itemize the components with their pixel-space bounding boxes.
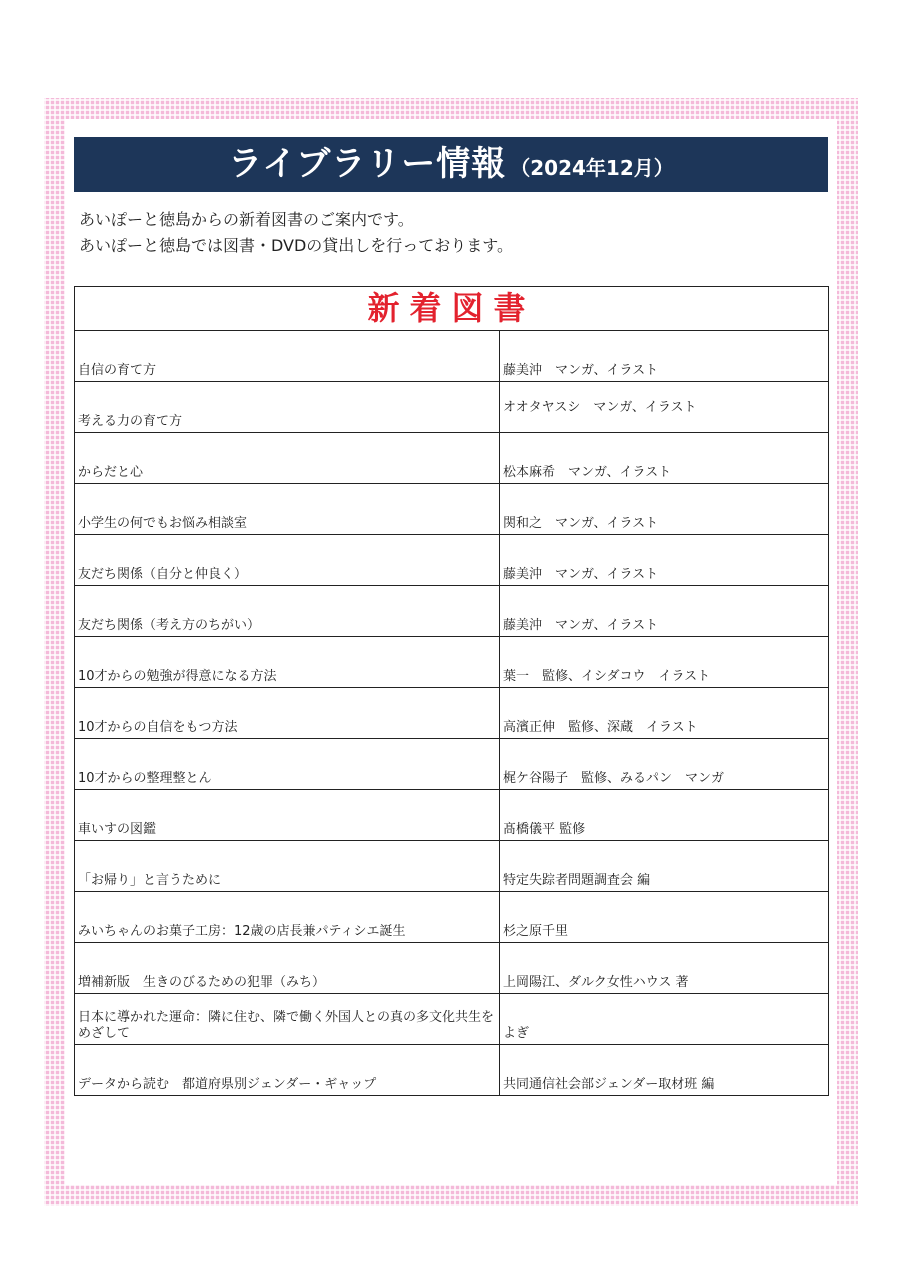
page-border bbox=[44, 98, 858, 1206]
table-row bbox=[75, 331, 829, 382]
book-title: みいちゃんのお菓子工房：12歳の店長兼パティシエ誕生 bbox=[75, 892, 500, 943]
book-author: 関和之 マンガ、イラスト bbox=[500, 484, 829, 535]
table-row bbox=[75, 943, 829, 994]
book-title: データから読む 都道府県別ジェンダー・ギャップ bbox=[75, 1045, 500, 1096]
table-row bbox=[75, 484, 829, 535]
table-row bbox=[75, 790, 829, 841]
table-row bbox=[75, 433, 829, 484]
book-title: からだと心 bbox=[75, 433, 500, 484]
book-title: 友だち関係（考え方のちがい） bbox=[75, 586, 500, 637]
book-title: 「お帰り」と言うために bbox=[75, 841, 500, 892]
table-row bbox=[75, 382, 829, 433]
book-title: 友だち関係（自分と仲良く） bbox=[75, 535, 500, 586]
intro-text bbox=[79, 207, 513, 259]
issue-date: （2024年12月） bbox=[510, 156, 674, 180]
book-title: 10才からの勉強が得意になる方法 bbox=[75, 637, 500, 688]
title-banner bbox=[74, 137, 828, 192]
book-title: 日本に導かれた運命：隣に住む、隣で働く外国人との真の多文化共生をめざして bbox=[75, 994, 500, 1045]
book-author: 梶ケ谷陽子 監修、みるパン マンガ bbox=[500, 739, 829, 790]
page-title: ライブラリー情報 bbox=[228, 144, 507, 184]
book-title: 10才からの整理整とん bbox=[75, 739, 500, 790]
book-author: 松本麻希 マンガ、イラスト bbox=[500, 433, 829, 484]
table-row bbox=[75, 586, 829, 637]
table-row bbox=[75, 892, 829, 943]
book-author: 葉一 監修、イシダコウ イラスト bbox=[500, 637, 829, 688]
book-author: 藤美沖 マンガ、イラスト bbox=[500, 331, 829, 382]
book-author: 上岡陽江、ダルク女性ハウス 著 bbox=[500, 943, 829, 994]
book-title: 小学生の何でもお悩み相談室 bbox=[75, 484, 500, 535]
table-row bbox=[75, 637, 829, 688]
new-books-table bbox=[74, 286, 829, 1096]
book-author: 高濱正伸 監修、深蔵 イラスト bbox=[500, 688, 829, 739]
book-author: 藤美沖 マンガ、イラスト bbox=[500, 586, 829, 637]
table-row bbox=[75, 739, 829, 790]
table-row bbox=[75, 994, 829, 1045]
book-author: 杉之原千里 bbox=[500, 892, 829, 943]
content-panel bbox=[65, 119, 837, 1185]
book-title: 増補新版 生きのびるための犯罪（みち） bbox=[75, 943, 500, 994]
intro-line-1: あいぽーと徳島からの新着図書のご案内です。 bbox=[79, 210, 414, 229]
book-title: 自信の育て方 bbox=[75, 331, 500, 382]
book-author: 髙橋儀平 監修 bbox=[500, 790, 829, 841]
book-author: 共同通信社会部ジェンダー取材班 編 bbox=[500, 1045, 829, 1096]
table-row bbox=[75, 688, 829, 739]
book-title: 車いすの図鑑 bbox=[75, 790, 500, 841]
book-author: 特定失踪者問題調査会 編 bbox=[500, 841, 829, 892]
book-title: 10才からの自信をもつ方法 bbox=[75, 688, 500, 739]
book-title: 考える力の育て方 bbox=[75, 382, 500, 433]
table-row bbox=[75, 841, 829, 892]
table-row bbox=[75, 1045, 829, 1096]
book-author: オオタヤスシ マンガ、イラスト bbox=[500, 382, 829, 433]
table-row bbox=[75, 535, 829, 586]
intro-line-2: あいぽーと徳島では図書・DVDの貸出しを行っております。 bbox=[79, 236, 514, 255]
table-heading: 新着図書 bbox=[75, 287, 829, 331]
book-author: よぎ bbox=[500, 994, 829, 1045]
book-author: 藤美沖 マンガ、イラスト bbox=[500, 535, 829, 586]
